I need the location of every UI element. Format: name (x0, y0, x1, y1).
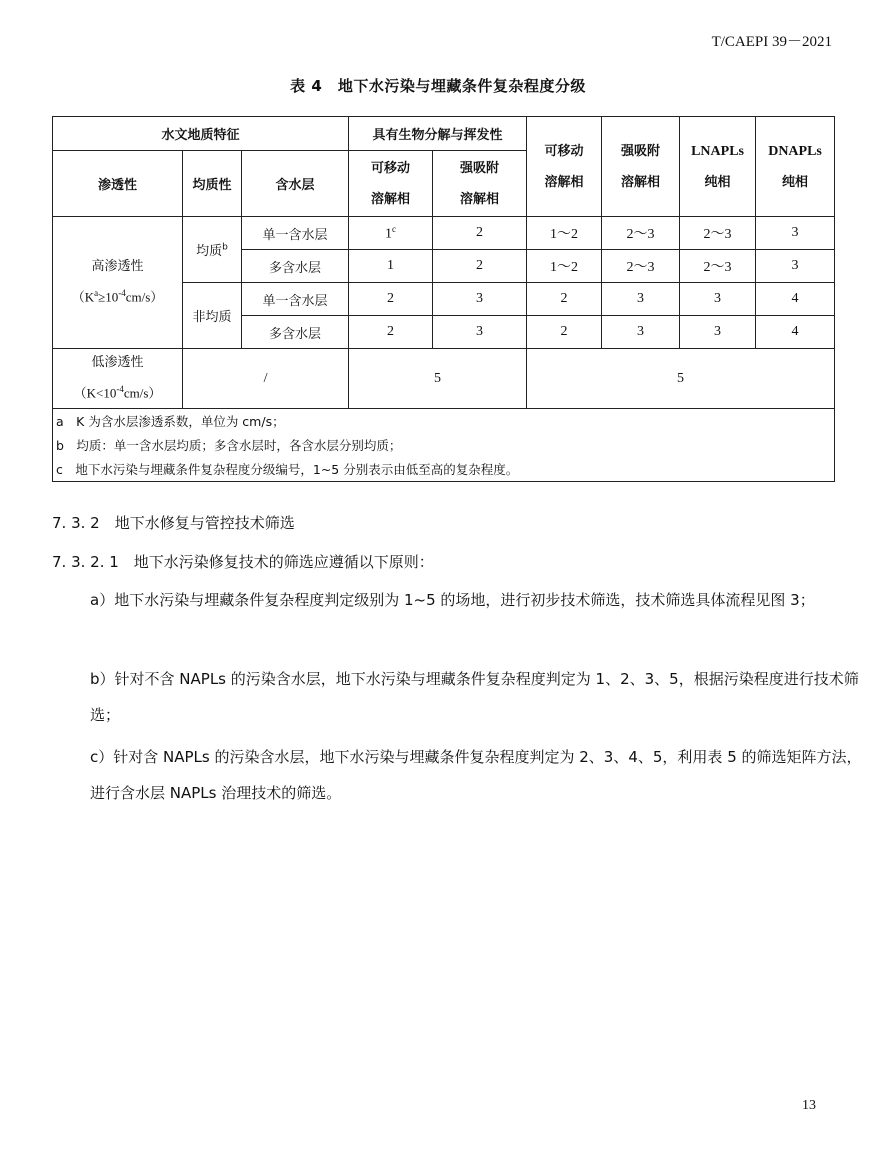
value-cell: 2～3 (602, 250, 680, 283)
header-lnapl: LNAPLs 纯相 (680, 117, 756, 217)
aquifer-cell: 多含水层 (242, 250, 349, 283)
high-permeability-cell: 高渗透性 $(K^a\ge 10^{-4}cm/s)$ (53, 217, 183, 349)
table-note: b 均质：单一含水层均质；多含水层时，各含水层分别均质； (53, 433, 835, 457)
aquifer-cell: 多含水层 (242, 316, 349, 349)
value-cell: 1$^c$ (349, 217, 433, 250)
complexity-table (52, 116, 835, 482)
value-cell: 3 (680, 283, 756, 316)
page-number: 13 (802, 1098, 816, 1113)
value-cell: 4 (756, 283, 835, 316)
header-homogeneity: 均质性 (183, 151, 242, 217)
value-cell: 3 (602, 316, 680, 349)
aquifer-cell: 单一含水层 (242, 217, 349, 250)
value-cell: 3 (756, 217, 835, 250)
header-permeability: 渗透性 (53, 151, 183, 217)
value-cell: 2 (433, 217, 527, 250)
table-title: 表 4 地下水污染与埋藏条件复杂程度分级 (290, 77, 586, 95)
value-cell: 1～2 (527, 250, 602, 283)
header-hydro-group: 水文地质特征 (53, 117, 349, 151)
value-cell: 1 (349, 250, 433, 283)
header-dnapl: DNAPLs 纯相 (756, 117, 835, 217)
value-cell: 2 (527, 316, 602, 349)
heterogeneous-cell: 非均质 (183, 283, 242, 349)
value-cell: 2 (349, 316, 433, 349)
not-applicable-cell: / (183, 349, 349, 409)
header-aquifer: 含水层 (242, 151, 349, 217)
value-cell: 2 (433, 250, 527, 283)
value-cell: 2 (527, 283, 602, 316)
subsection-heading: 7. 3. 2. 1 地下水污染修复技术的筛选应遵循以下原则： (52, 553, 434, 571)
value-cell: 2 (349, 283, 433, 316)
section-heading: 7. 3. 2 地下水修复与管控技术筛选 (52, 514, 295, 532)
value-cell: 2～3 (680, 250, 756, 283)
value-cell: 5 (527, 349, 835, 409)
principle-item-c: c）针对含 NAPLs 的污染含水层，地下水污染与埋藏条件复杂程度判定为 2、3、4、5，利用表 5 的筛选矩阵方法，进行含水层 NAPLs 治理技术的筛选。 (90, 748, 862, 802)
value-cell: 5 (349, 349, 527, 409)
principle-item-b: b）针对不含 NAPLs 的污染含水层，地下水污染与埋藏条件复杂程度判定为 1、2、3、5，根据污染程度进行技术筛选； (90, 670, 859, 724)
value-cell: 3 (680, 316, 756, 349)
header-bio-mobile: 可移动 溶解相 (349, 151, 433, 217)
table-note: c 地下水污染与埋藏条件复杂程度分级编号，1~5 分别表示由低至高的复杂程度。 (53, 457, 835, 482)
value-cell: 3 (433, 283, 527, 316)
table-note: a K 为含水层渗透系数，单位为 cm/s； (53, 409, 835, 434)
value-cell: 1～2 (527, 217, 602, 250)
value-cell: 2～3 (680, 217, 756, 250)
document-code: T/CAEPI 39－2021 (711, 34, 832, 50)
header-bio-group: 具有生物分解与挥发性 (349, 117, 527, 151)
value-cell: 3 (602, 283, 680, 316)
principle-item-a: a）地下水污染与埋藏条件复杂程度判定级别为 1~5 的场地，进行初步技术筛选，技术筛选具体流程见图 3； (90, 591, 815, 609)
value-cell: 3 (433, 316, 527, 349)
value-cell: 2～3 (602, 217, 680, 250)
aquifer-cell: 单一含水层 (242, 283, 349, 316)
value-cell: 3 (756, 250, 835, 283)
header-mobile: 可移动 溶解相 (527, 117, 602, 217)
homogeneous-cell: 均质$^b$ (183, 217, 242, 283)
header-adsorbed: 强吸附 溶解相 (602, 117, 680, 217)
low-permeability-cell: 低渗透性 $(K<10^{-4}cm/s)$ (53, 349, 183, 409)
value-cell: 4 (756, 316, 835, 349)
header-bio-adsorbed: 强吸附 溶解相 (433, 151, 527, 217)
